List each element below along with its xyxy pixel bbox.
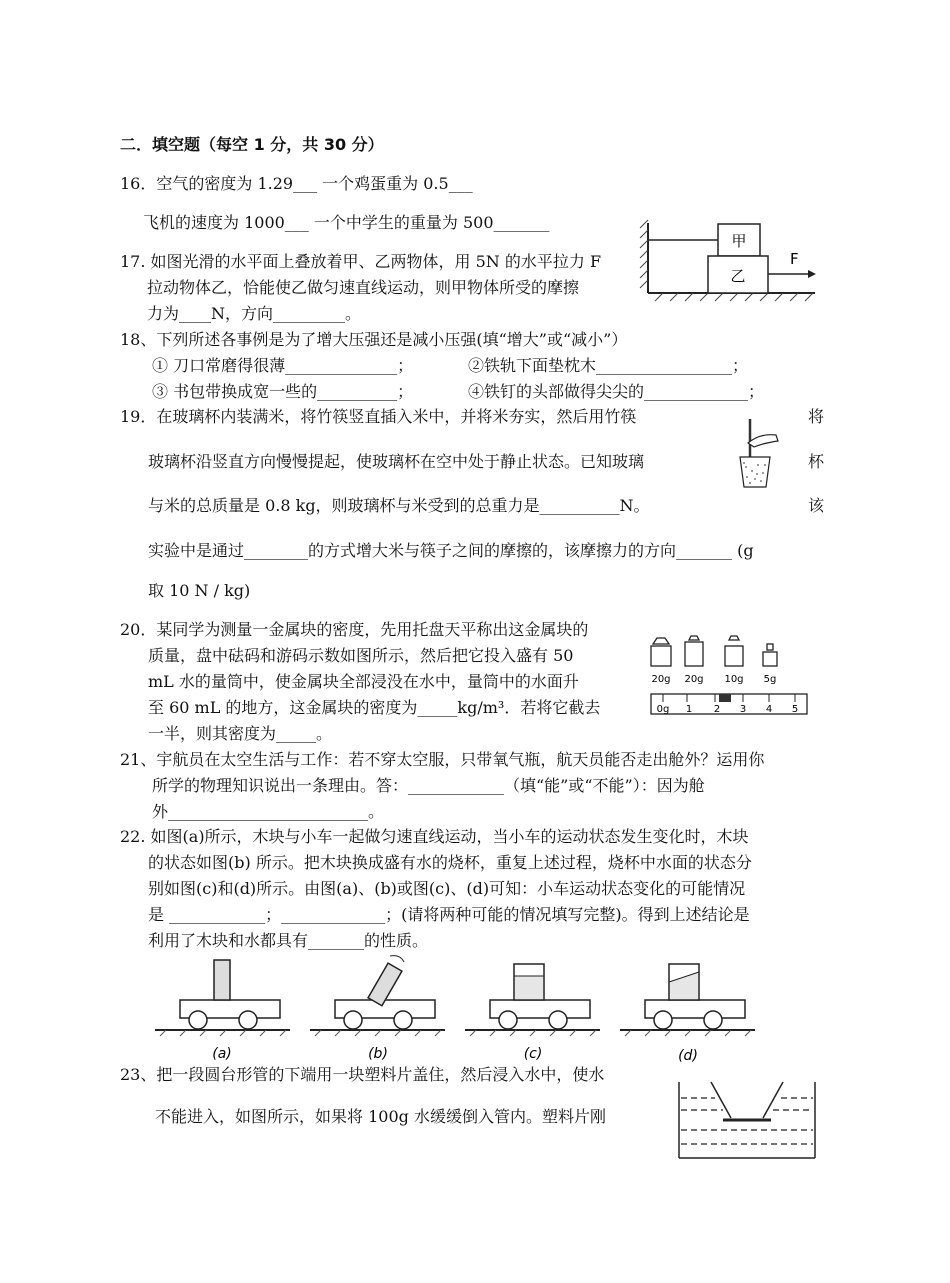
q21-line1: 21、宇航员在太空生活与工作：若不穿太空服，只带氧气瓶，航天员能否走出舱外？运用你 xyxy=(120,750,765,769)
q18-item3: ③ 书包带换成宽一些的__________； xyxy=(152,382,414,401)
q20-weight-3: 10g xyxy=(724,674,744,685)
q22-label-c: (c) xyxy=(523,1046,543,1062)
q19-line2: 玻璃杯沿竖直方向慢慢提起，使玻璃杯在空中处于静止状态。已知玻璃 xyxy=(148,452,645,471)
q20-weight-2: 20g xyxy=(684,674,704,685)
q18-line1: 18、下列所述各事例是为了增大压强还是减小压强(填“增大”或“减小”） xyxy=(120,330,628,349)
q22-line2: 的状态如图(b) 所示。把木块换成盛有水的烧杯，重复上述过程，烧杯中水面的状态分 xyxy=(148,853,752,872)
q22-cart-a xyxy=(155,960,290,1036)
q20-line1: 20．某同学为测量一金属块的密度，先用托盘天平称出这金属块的 xyxy=(120,620,589,639)
q19-figure xyxy=(728,415,788,495)
q19-line3-end: 该 xyxy=(808,496,825,515)
q20-weight-1: 20g xyxy=(651,674,671,685)
q22-label-b: (b) xyxy=(368,1046,388,1062)
q20-line4: 至 60 mL 的地方，这金属块的密度为_____kg/m³．若将它截去 xyxy=(148,698,601,717)
q18-item2: ②铁轨下面垫枕木_________________； xyxy=(468,356,749,375)
q23-figure xyxy=(675,1078,820,1163)
q20-weight-4: 5g xyxy=(763,674,777,685)
q22-cart-c xyxy=(465,964,600,1036)
q17-figure xyxy=(640,218,820,303)
q23-line1: 23、把一段圆台形管的下端用一块塑料片盖住，然后浸入水中，使水 xyxy=(120,1065,605,1084)
q20-line2: 质量，盘中砝码和游码示数如图所示，然后把它投入盛有 50 xyxy=(148,646,574,665)
q22-line4: 是 ____________；_____________；(请将两种可能的情况填写完整)。得到上述结论是 xyxy=(148,905,750,924)
q20-line3: mL 水的量筒中，使金属块全部浸没在水中，量筒中的水面升 xyxy=(148,672,579,691)
q21-line3: 外_________________________。 xyxy=(152,802,385,821)
q20-figure xyxy=(645,632,815,722)
q20-scale-4: 4 xyxy=(765,704,773,715)
q20-scale-5: 5 xyxy=(791,704,799,715)
q19-line2-end: 杯 xyxy=(808,452,825,471)
q20-scale-1: 1 xyxy=(685,704,693,715)
q22-line5: 利用了木块和水都具有_______的性质。 xyxy=(148,931,429,950)
q19-line3: 与米的总质量是 0.8 kg，则玻璃杯与米受到的总重力是__________N。 xyxy=(148,496,650,515)
q20-line5: 一半，则其密度为_____。 xyxy=(148,724,333,743)
q20-scale-0: 0g xyxy=(656,704,670,715)
q17-fig-label-jia: 甲 xyxy=(731,232,747,250)
q19-line5: 取 10 N / kg) xyxy=(148,581,251,600)
q20-scale-2: 2 xyxy=(713,704,721,715)
q21-line2: 所学的物理知识说出一条理由。答：____________（填“能”或“不能”）：因为舱 xyxy=(152,776,705,795)
q19-line4: 实验中是通过________的方式增大米与筷子之间的摩擦的，该摩擦力的方向_______ (g xyxy=(148,541,754,560)
q20-scale-3: 3 xyxy=(739,704,747,715)
q17-line3: 力为____N，方向_________。 xyxy=(147,304,362,323)
q16-line1: 16．空气的密度为 1.29___ 一个鸡蛋重为 0.5___ xyxy=(120,174,473,193)
q22-label-d: (d) xyxy=(678,1048,698,1064)
q22-label-a: (a) xyxy=(212,1046,232,1062)
q23-line2: 不能进入，如图所示，如果将 100g 水缓缓倒入管内。塑料片刚 xyxy=(155,1107,606,1126)
q22-cart-b xyxy=(310,956,445,1036)
q18-item4: ④铁钉的头部做得尖尖的_____________； xyxy=(468,382,765,401)
section-title: 二．填空题（每空 1 分，共 30 分） xyxy=(120,135,384,154)
q17-fig-force-label: F xyxy=(790,250,799,268)
q22-line3: 别如图(c)和(d)所示。由图(a)、(b)或图(c)、(d)可知：小车运动状态变化的可能情况 xyxy=(148,879,746,898)
q17-line2: 拉动物体乙，恰能使乙做匀速直线运动，则甲物体所受的摩擦 xyxy=(147,278,580,297)
q17-line1: 17. 如图光滑的水平面上叠放着甲、乙两物体，用 5N 的水平拉力 F xyxy=(120,252,602,271)
q16-line2: 飞机的速度为 1000___ 一个中学生的重量为 500_______ xyxy=(143,213,550,232)
q22-cart-d xyxy=(620,964,755,1036)
q22-figure xyxy=(150,950,800,1070)
q22-line1: 22. 如图(a)所示，木块与小车一起做匀速直线运动，当小车的运动状态发生变化时，木块 xyxy=(120,827,749,846)
q18-item1: ① 刀口常磨得很薄______________； xyxy=(152,356,414,375)
q17-fig-label-yi: 乙 xyxy=(730,267,746,285)
q19-line1-end: 将 xyxy=(808,407,825,426)
q19-line1: 19．在玻璃杯内装满米，将竹筷竖直插入米中，并将米夯实，然后用竹筷 xyxy=(120,407,637,426)
